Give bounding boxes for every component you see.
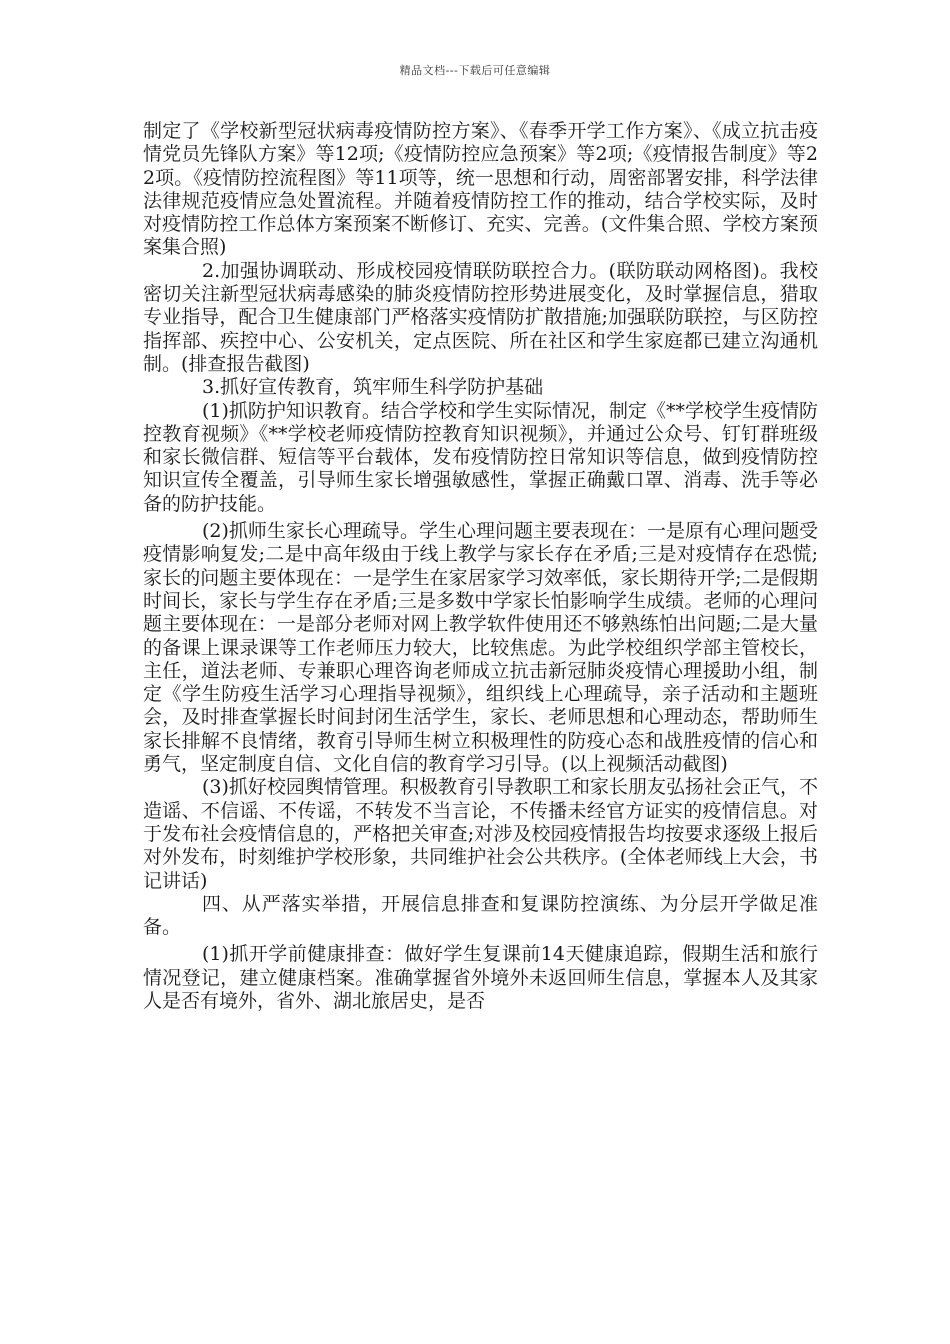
paragraph-joint-prevention: 2.加强协调联动、形成校园疫情联防联控合力。(联防联动网格图)。我校密切关注新型冠状病毒感染的肺炎疫情防控形势进展变化，及时掌握信息，猎取专业指导，配合卫生健康部门严格落实疫情防扩散措施;加强联防联控，与区防控指挥部、疾控中心、公安机关，定点医院、所在社区和学生家庭都已建立沟通机制。(排查报告截图) — [143, 259, 818, 375]
paragraph-section-four-heading: 四、从严落实举措，开展信息排查和复课防控演练、为分层开学做足准备。 — [143, 892, 818, 939]
paragraph-publicity-heading: 3.抓好宣传教育，筑牢师生科学防护基础 — [202, 376, 544, 399]
page-header: 精品文档---下载后可任意编辑 — [399, 64, 551, 77]
paragraph-protection-education: (1)抓防护知识教育。结合学校和学生实际情况，制定《**学校学生疫情防控教育视频》《**学校老师疫情防控教育知识视频》，并通过公众号、钉钉群班级和家长微信群、短信等平台载体，发布疫情防控日常知识等信息，做到疫情防控知识宣传全覆盖，引导师生家长增强敏感性，掌握正确戴口罩、消毒、洗手等必备的防护技能。 — [143, 399, 818, 515]
paragraph-public-opinion: (3)抓好校园舆情管理。积极教育引导教职工和家长朋友弘扬社会正气，不造谣、不信谣、不传谣，不转发不当言论，不传播未经官方证实的疫情信息。对于发布社会疫情信息的，严格把关审查;对涉及校园疫情报告均按要求逐级上报后对外发布，时刻维护学校形象，共同维护社会公共秩序。(全体老师线上大会，书记讲话) — [143, 776, 818, 892]
paragraph-psychological-counseling: (2)抓师生家长心理疏导。学生心理问题主要表现在：一是原有心理问题受疫情影响复发;二是中高年级由于线上教学与家长存在矛盾;三是对疫情存在恐慌;家长的问题主要体现在：一是学生在家居家学习效率低，家长期待开学;二是假期时间长，家长与学生存在矛盾;三是多数中学家长怕影响学生成绩。老师的心理问题主要体现在：一是部分老师对网上教学软件使用还不够熟练怕出问题;二是大量的备课上课录课等工作老师压力较大，比较焦虑。为此学校组织学部主管校长，主任，道法老师、专兼职心理咨询老师成立抗击新冠肺炎疫情心理援助小组，制定《学生防疫生活学习心理指导视频》，组织线上心理疏导，亲子活动和主题班会，及时排查掌握长时间封闭生活学生，家长、老师思想和心理动态，帮助师生家长排解不良情绪，教育引导师生树立积极理性的防疫心态和战胜疫情的信心和勇气，坚定制度自信、文化自信的教育学习引导。(以上视频活动截图) — [143, 520, 818, 776]
document-body — [143, 120, 818, 1013]
paragraph-plan-list: 制定了《学校新型冠状病毒疫情防控方案》、《春季开学工作方案》、《成立抗击疫情党员先锋队方案》等12项;《疫情防控应急预案》等2项;《疫情报告制度》等22项。《疫情防控流程图》等11项等，统一思想和行动，周密部署安排，科学法律法律规范疫情应急处置流程。并随着疫情防控工作的推动，结合学校实际，及时对疫情防控工作总体方案预案不断修订、充实、完善。(文件集合照、学校方案预案集合照) — [143, 120, 818, 259]
paragraph-health-screening: (1)抓开学前健康排查：做好学生复课前14天健康追踪，假期生活和旅行情况登记，建立健康档案。准确掌握省外境外未返回师生信息，掌握本人及其家人是否有境外，省外、湖北旅居史，是否 — [143, 943, 818, 1012]
